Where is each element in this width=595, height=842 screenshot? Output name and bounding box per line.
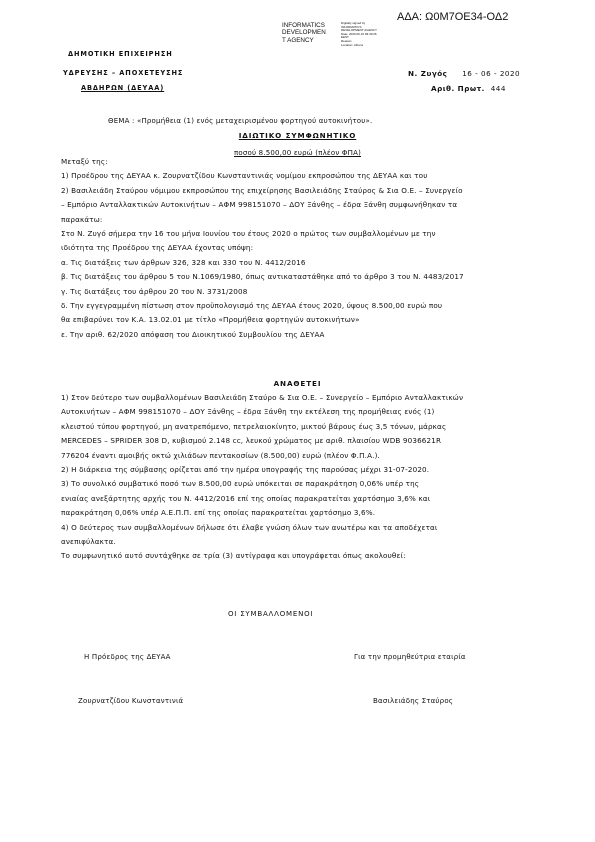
org-name-line-3: ΑΒΔΗΡΩΝ (ΔΕΥΑΑ) (81, 84, 165, 92)
paragraph-line: παρακάτω: (61, 214, 103, 224)
signature-stamp-details (341, 22, 397, 47)
document-title: ΙΔΙΩΤΙΚΟ ΣΥΜΦΩΝΗΤΙΚΟ (238, 131, 357, 140)
document-date (408, 69, 520, 78)
paragraph-line: 2) Η διάρκεια της σύμβασης ορίζεται από την ημέρα υπογραφής της παρούσας μέχρι 31-07-2020. (61, 464, 430, 474)
ada-code: ΑΔΑ: Ω0Μ7ΟΕ34-ΟΔ2 (397, 11, 509, 23)
signatories-heading: ΟΙ ΣΥΜΒΑΛΛΟΜΕΝΟΙ (228, 610, 314, 618)
paragraph-line: 4) Ο δεύτερος των συμβαλλομένων δήλωσε ότι έλαβε γνώση όλων των ανωτέρω και τα αποδέχεται (61, 522, 438, 532)
paragraph-line: παρακράτηση 0,06% υπέρ Α.Ε.Π.Π. επί της οποίας παρακρατείται χαρτόσημο 3,6%. (61, 508, 376, 518)
subject-line: ΘΕΜΑ : «Προμήθεια (1) ενός μεταχειρισμένου φορτηγού αυτοκινήτου». (108, 117, 373, 125)
stamp-line: INFORMATICS (282, 22, 325, 29)
paragraph-line: MERCEDES – SPRIDER 308 D, κυβισμού 2.148 cc, λευκού χρώματος με αριθ. πλαισίου WDB 9036621R (61, 436, 442, 446)
paragraph-line: ανεπιφύλακτα. (61, 536, 116, 546)
stamp-detail-line: INFORMATICS (341, 24, 362, 29)
stamp-detail-line: Location: Athens (341, 42, 364, 47)
stamp-line: T AGENCY (282, 36, 314, 44)
paragraph-line: δ. Την εγγεγραμμένη πίστωση στον προϋπολογισμό της ΔΕΥΑΑ έτους 2020, ύψους 8.500,00 ευρώ που (61, 300, 443, 310)
paragraph-line: α. Τις διατάξεις των άρθρων 326, 328 και 330 του Ν. 4412/2016 (61, 257, 306, 267)
paragraph-line: 1) Προέδρου της ΔΕΥΑΑ κ. Ζουρνατζίδου Κωνσταντινιάς νομίμου εκπροσώπου της ΔΕΥΑΑ και του (61, 171, 428, 181)
award-heading: ΑΝΑΘΕΤΕΙ (273, 379, 322, 388)
paragraph-line: Αυτοκινήτων – ΑΦΜ 998151070 – ΔΟΥ Ξάνθης – έδρα Ξάνθη την εκτέλεση της προμήθειας ενός (1) (61, 407, 435, 417)
protocol-number (431, 84, 506, 93)
org-name-line-2: ΥΔΡΕΥΣΗΣ – ΑΠΟΧΕΤΕΥΣΗΣ (63, 69, 184, 77)
signatory-right-role: Για την προμηθεύτρια εταιρία (354, 653, 466, 661)
stamp-detail-line: EEST (341, 35, 349, 40)
date-value: 16 - 06 - 2020 (462, 69, 521, 78)
paragraph-line: 2) Βασιλειάδη Σταύρου νόμιμου εκπροσώπου της επιχείρησης Βασιλειάδης Σταύρος & Σια Ο.Ε. – Συνεργείο (61, 185, 463, 195)
paragraph-line: κλειστού τύπου φορτηγού, μη ανατρεπόμενο, πετρελαιοκίνητο, μικτού βάρους έως 3,5 τόνων, μάρκας (61, 421, 447, 431)
stamp-detail-line: Date: 2020.06.16 09:49:26 (341, 31, 377, 36)
paragraph-line: 776204 έναντι αμοιβής οκτώ χιλιάδων πεντακοσίων (8.500,00) ευρώ (πλέον Φ.Π.Α.). (61, 450, 380, 460)
paragraph-line: 1) Στον δεύτερο των συμβαλλομένων Βασιλειάδη Σταύρο & Σια Ο.Ε. – Συνεργείο – Εμπόριο Ανταλλακτικών (61, 393, 464, 402)
paragraph-line: Στο Ν. Ζυγό σήμερα την 16 του μήνα Ιουνίου του έτους 2020 ο πρώτος των συμβαλλομένων με την (61, 228, 436, 238)
paragraph-line: θα επιβαρύνει τον Κ.Α. 13.02.01 με τίτλο «Προμήθεια φορτηγών αυτοκινήτων» (61, 315, 360, 325)
award-section (61, 391, 545, 564)
signatory-left-role: Η Πρόεδρος της ΔΕΥΑΑ (84, 653, 171, 661)
paragraph-line: Το συμφωνητικό αυτό συντάχθηκε σε τρία (3) αντίγραφα και υπογράφεται όπως ακολουθεί: (61, 551, 406, 561)
protocol-value: 444 (490, 84, 506, 93)
contract-amount: ποσού 8.500,00 ευρώ (πλέον ΦΠΑ) (233, 149, 362, 157)
stamp-line: DEVELOPMEN (282, 29, 326, 37)
paragraph-line: – Εμπόριο Ανταλλακτικών Αυτοκινήτων – ΑΦΜ 998151070 – ΔΟΥ Ξάνθης – έδρα Ξάνθη συμφωνήθηκαν τα (61, 200, 458, 210)
signatory-left-name: Ζουρνατζίδου Κωνσταντινιά (78, 697, 184, 705)
paragraph-line: ενιαίας ανεξάρτητης αρχής του Ν. 4412/2016 επί της οποίας παρακρατείται χαρτόσημο 3,6% και (61, 493, 431, 503)
date-label: Ν. Ζυγός (408, 69, 448, 78)
paragraph-line: Μεταξύ της: (61, 157, 108, 166)
org-name-line-1: ΔΗΜΟΤΙΚΗ ΕΠΙΧΕΙΡΗΣΗ (68, 50, 173, 58)
stamp-detail-line: Reason: (341, 38, 353, 43)
stamp-detail-line: DEVELOPMENT AGENCY (341, 28, 377, 33)
paragraph-line: β. Τις διατάξεις του άρθρου 5 του Ν.1069/1980, όπως αντικαταστάθηκε από το άρθρο 3 του Ν. 4483/2017 (61, 272, 464, 282)
paragraph-line: γ. Τις διατάξεις του άρθρου 20 του Ν. 3731/2008 (61, 286, 248, 296)
paragraph-line: ιδιότητα της Προέδρου της ΔΕΥΑΑ έχοντας υπόψη: (61, 243, 254, 253)
signature-stamp-title (282, 22, 326, 44)
parties-section (61, 155, 545, 342)
protocol-label: Αριθ. Πρωτ. (431, 84, 485, 93)
signatory-right-name: Βασιλειάδης Σταύρος (373, 697, 454, 705)
stamp-detail-line: Digitally signed by (341, 21, 366, 25)
paragraph-line: 3) Το συνολικό συμβατικό ποσό των 8.500,00 ευρώ υπόκειται σε παρακράτηση 0,06% υπέρ της (61, 479, 420, 489)
paragraph-line: ε. Την αριθ. 62/2020 απόφαση του Διοικητικού Συμβουλίου της ΔΕΥΑΑ (61, 329, 325, 339)
